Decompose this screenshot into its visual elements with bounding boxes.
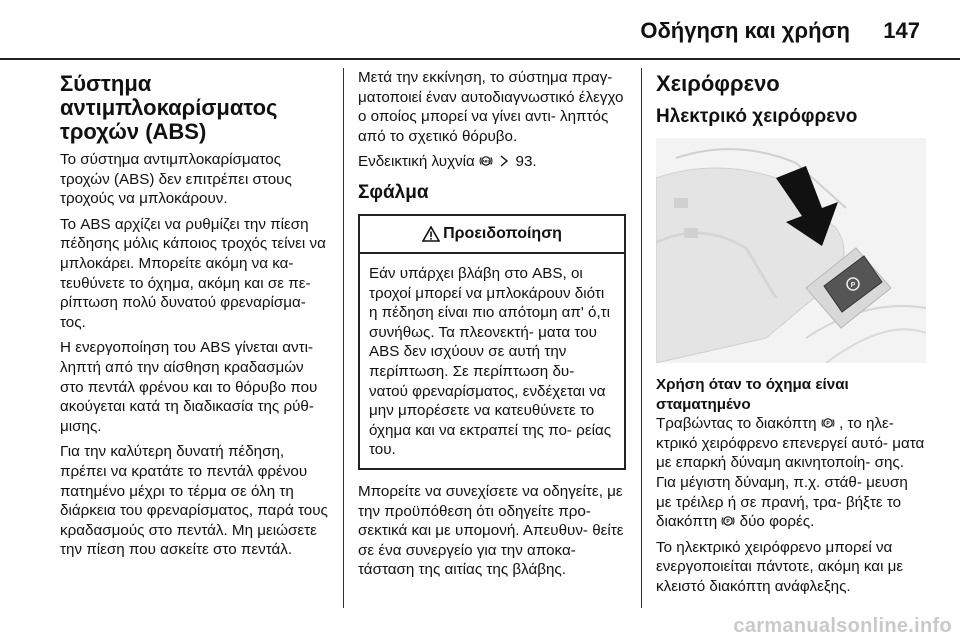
column-abs [60,68,328,566]
column-abs-continued [358,68,626,586]
abs-paragraph-4: Για την καλύτερη δυνατή πέδηση, πρέπει να κρατάτε το πεντάλ φρένου πατημένο μέχρι το τέρμα σε όλη τη διάρκεια του φρεναρίσματος, παρά τους κραδασμούς στο πεντάλ. Μη μειώσετε την πίεση που ασκείτε στο πεντάλ. [60,443,328,559]
console-illustration [656,138,926,363]
page-number: 147 [883,18,920,43]
warning-body: Εάν υπάρχει βλάβη στο ABS, οι τροχοί μπορεί να μπλοκάρουν διότι η πέδηση είναι πιο απότομη απ' ό,τι συνήθως. Τα πλεονεκτή- ματα του ABS δεν ισχύουν σε αυτή την περίπτωση. Σε περίπτωση δυ- νατού φρεναρίσματος, ενδέχεται να μην μπορέσετε να κατευθύνετε το όχημα και να εκτραπεί της πο- ρείας του. [369,264,612,459]
page-header [0,0,960,58]
warning-box [358,214,626,470]
parked-text-c: δύο φορές. [739,513,815,531]
page-reference-icon [497,154,511,168]
svg-text:P: P [850,282,856,289]
svg-text:P: P [826,421,830,428]
column-divider-left [343,68,344,608]
abs-paragraph-2: Το ABS αρχίζει να ρυθμίζει την πίεση πέδησης μόλις κάποιος τροχός τείνει να μπλοκάρει. Μπορείτε ακόμη να κα- τευθύνετε το όχημα, ακόμη και σε πε- ρίπτωση πολύ δυνατού φρεναρίσμα- τος. [60,215,326,331]
section-heading-parking-brake: Χειρόφρενο [656,71,780,96]
warning-title: Προειδοποίηση [443,225,562,243]
parked-heading: Χρήση όταν το όχημα είναι σταματημένο [656,376,849,413]
parked-text-a: Τραβώντας το διακόπτη [656,415,817,433]
warning-triangle-icon [422,226,440,242]
abs-warning-light-icon [479,154,493,168]
column-divider-right [641,68,642,608]
indicator-reference [358,152,626,172]
self-test-paragraph: Μετά την εκκίνηση, το σύστημα πραγ- ματοποιεί έναν αυτοδιαγνωστικό έλεγχο ο οποίος μπορεί να γίνει αντι- ληπτός από το σχετικό θόρυβο. [358,69,624,145]
continue-driving-paragraph: Μπορείτε να συνεχίσετε να οδηγείτε, με την προϋπόθεση ότι οδηγείτε προ- σεκτικά και με υπομονή. Απευθυν- θείτε σε ένα συνεργείο για την αποκα- τάσταση της αιτίας της βλάβης. [358,482,624,579]
fault-heading: Σφάλμα [358,181,429,203]
parked-paragraph [656,414,926,532]
watermark: carmanualsonline.info [733,615,952,637]
ignition-off-paragraph: Το ηλεκτρικό χειρόφρενο μπορεί να ενεργοποιείται πάντοτε, ακόμη και με κλειστό διακόπτη ανάφλεξης. [656,538,904,595]
chapter-title: Οδήγηση και χρήση [640,18,850,43]
column-parking-brake [656,68,926,603]
abs-paragraph-3: Η ενεργοποίηση του ABS γίνεται αντι- ληπτή από την αίσθηση κραδασμών στο πεντάλ φρένου και το θόρυβο που ακούγεται κατά τη διαδικασία της ρύθ- μισης. [60,339,318,435]
section-heading-abs: Σύστημα αντιμπλοκαρίσματος τροχών (ABS) [60,71,278,144]
subheading-electric-parking-brake: Ηλεκτρικό χειρόφρενο [656,106,858,127]
svg-text:P: P [726,519,731,526]
header-divider [0,58,960,60]
parked-text-b: , το ηλε- κτρικό χειρόφρενο επενεργεί αυτό- ματα με επαρκή δύναμη ακινητοποίη- σης. Για μέγιστη δύναμη, π.χ. στάθ- μευση με τρέιλερ ή σε πρανή, τρα- βήξτε το διακόπτη [656,415,925,531]
warning-header [360,216,624,254]
abs-paragraph-1: Το σύστημα αντιμπλοκαρίσματος τροχών (ABS) δεν επιτρέπει στους τροχούς να μπλοκάρουν. [60,151,292,208]
parking-brake-switch-illustration [656,138,926,363]
parking-brake-symbol-icon [821,416,835,430]
svg-text:ABS: ABS [482,159,490,164]
indicator-label: Ενδεικτική λυχνία [358,153,475,171]
parking-brake-symbol-icon [721,514,735,528]
indicator-page-ref: 93. [515,153,537,171]
